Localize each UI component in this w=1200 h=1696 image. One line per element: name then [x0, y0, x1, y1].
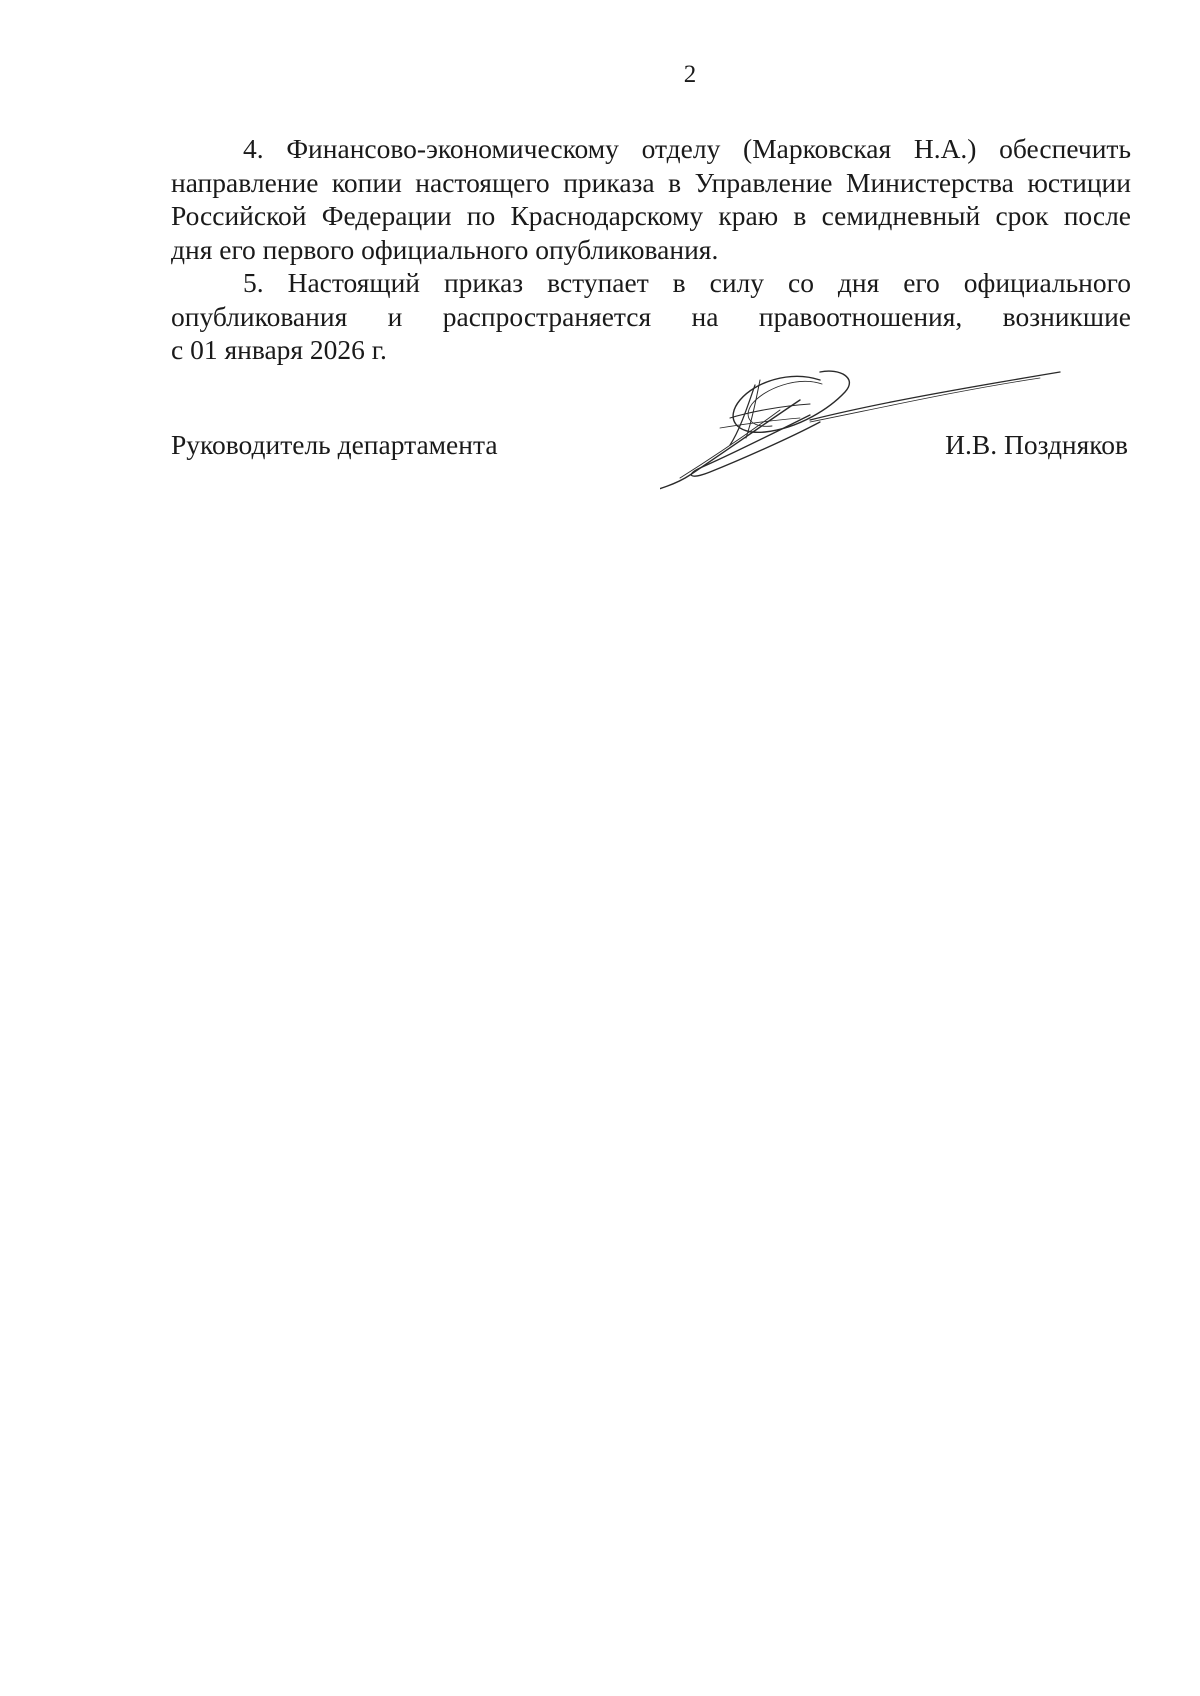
- document-body: [171, 132, 1131, 367]
- handwritten-signature-icon: [660, 360, 1080, 530]
- signatory-position: Руководитель департамента: [171, 429, 498, 460]
- paragraph-line: с 01 января 2026 г.: [171, 334, 387, 365]
- paragraph-line: 4. Финансово-экономическому отделу (Марковская Н.А.) обеспечить: [243, 133, 1131, 164]
- signatory-name: И.В. Поздняков: [945, 429, 1128, 460]
- paragraph-line: опубликования и распространяется на правоотношения, возникшие: [171, 300, 1131, 332]
- paragraph-4: [171, 132, 1131, 266]
- paragraph-line: Российской Федерации по Краснодарскому краю в семидневный срок после: [171, 200, 1131, 231]
- page-number: 2: [683, 61, 697, 88]
- paragraph-line: дня его первого официального опубликования.: [171, 233, 719, 265]
- paragraph-line: направление копии настоящего приказа в Управление Министерства юстиции: [171, 166, 1131, 198]
- paragraph-5: [171, 266, 1131, 367]
- paragraph-line: 5. Настоящий приказ вступает в силу со дня его официального: [243, 267, 1131, 298]
